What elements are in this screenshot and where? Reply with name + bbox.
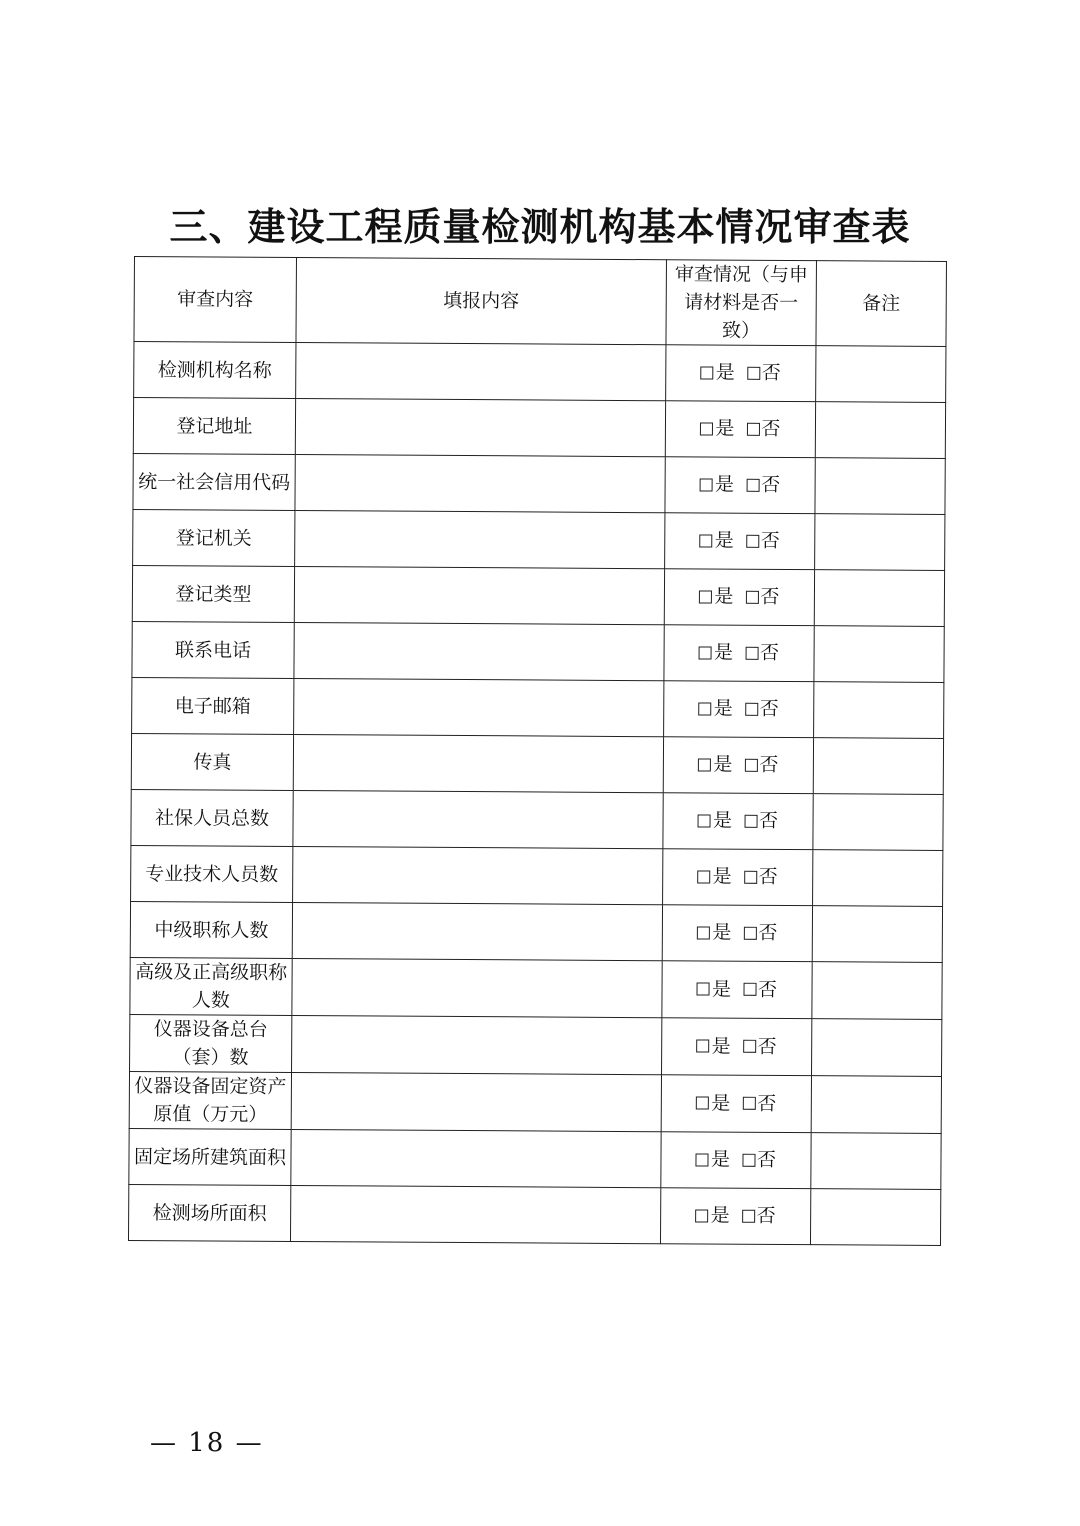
table-body <box>128 342 945 1246</box>
yes-no-options <box>697 1032 777 1060</box>
table-row <box>133 453 945 514</box>
remark-cell[interactable] <box>814 570 944 627</box>
option-no[interactable] <box>743 919 777 947</box>
review-status-cell <box>663 793 813 850</box>
no-label: 否 <box>756 1205 776 1228</box>
review-status-cell <box>665 513 815 570</box>
yes-checkbox[interactable] <box>700 478 713 491</box>
remark-cell[interactable] <box>814 682 944 739</box>
no-label: 否 <box>757 978 778 1001</box>
no-checkbox[interactable] <box>744 758 757 771</box>
review-status-cell <box>665 457 815 514</box>
option-yes[interactable] <box>696 1146 730 1174</box>
remark-cell[interactable] <box>812 906 942 963</box>
fill-content-cell[interactable] <box>295 510 665 568</box>
option-no[interactable] <box>744 863 778 891</box>
yes-no-options <box>700 471 780 499</box>
no-checkbox[interactable] <box>744 814 757 827</box>
review-status-cell <box>661 1132 811 1189</box>
no-checkbox[interactable] <box>743 1040 756 1053</box>
yes-label: 是 <box>712 865 732 888</box>
yes-label: 是 <box>714 641 734 664</box>
yes-checkbox[interactable] <box>700 534 713 547</box>
option-no[interactable] <box>742 1089 776 1117</box>
table-row <box>129 1128 941 1189</box>
fill-content-cell[interactable] <box>295 398 665 456</box>
yes-checkbox[interactable] <box>697 1040 710 1053</box>
yes-no-options <box>696 1202 776 1230</box>
review-item-label: 专业技术人员数 <box>131 845 293 902</box>
no-checkbox[interactable] <box>745 646 758 659</box>
fill-content-cell[interactable] <box>291 1129 661 1187</box>
fill-content-cell[interactable] <box>293 790 663 848</box>
review-status-cell <box>663 849 813 906</box>
yes-no-options <box>697 975 777 1003</box>
no-checkbox[interactable] <box>746 534 759 547</box>
table-row <box>128 1184 940 1245</box>
option-no[interactable] <box>746 471 780 499</box>
option-yes[interactable] <box>700 471 734 499</box>
review-status-cell <box>664 625 814 682</box>
yes-checkbox[interactable] <box>700 422 713 435</box>
table-row <box>131 845 943 906</box>
table-row <box>129 1071 941 1133</box>
remark-cell[interactable] <box>812 962 942 1020</box>
option-yes[interactable] <box>697 919 731 947</box>
page-number: — 18 — <box>150 1428 264 1458</box>
option-yes[interactable] <box>698 863 732 891</box>
no-label: 否 <box>759 754 779 777</box>
yes-label: 是 <box>710 1148 731 1171</box>
remark-cell[interactable] <box>810 1189 940 1246</box>
no-checkbox[interactable] <box>746 478 759 491</box>
remark-cell[interactable] <box>815 514 945 571</box>
no-label: 否 <box>756 1149 777 1172</box>
page-title: 三、建设工程质量检测机构基本情况审查表 <box>169 204 911 249</box>
no-label: 否 <box>758 922 778 945</box>
remark-cell[interactable] <box>813 794 943 851</box>
yes-checkbox[interactable] <box>698 814 711 827</box>
fill-content-cell[interactable] <box>293 846 663 904</box>
review-item-label: 仪器设备总台（套）数 <box>130 1014 292 1072</box>
remark-cell[interactable] <box>814 626 944 683</box>
review-item-label: 中级职称人数 <box>130 901 292 958</box>
yes-no-options <box>697 919 777 947</box>
header-fill-content: 填报内容 <box>296 257 667 344</box>
yes-no-options <box>701 359 781 387</box>
remark-cell[interactable] <box>811 1076 941 1134</box>
review-status-cell <box>666 345 816 402</box>
fill-content-cell[interactable] <box>293 734 663 792</box>
option-no[interactable] <box>745 639 779 667</box>
review-item-label: 固定场所建筑面积 <box>129 1128 291 1185</box>
yes-no-options <box>698 863 778 891</box>
yes-checkbox[interactable] <box>699 646 712 659</box>
no-label: 否 <box>760 586 780 609</box>
review-status-cell <box>662 961 812 1019</box>
table-row <box>130 1014 942 1076</box>
yes-label: 是 <box>714 529 734 552</box>
yes-no-options <box>699 583 779 611</box>
option-yes[interactable] <box>700 527 734 555</box>
table-row <box>130 957 942 1019</box>
option-yes[interactable] <box>698 807 732 835</box>
review-table <box>128 256 947 1246</box>
review-item-label: 传真 <box>131 733 293 790</box>
remark-cell[interactable] <box>815 402 945 459</box>
header-review-content: 审查内容 <box>134 257 297 343</box>
no-label: 否 <box>760 642 780 665</box>
table-row <box>134 342 946 403</box>
yes-no-options <box>699 695 779 723</box>
review-item-label: 检测机构名称 <box>134 342 296 399</box>
fill-content-cell[interactable] <box>291 1072 661 1131</box>
review-status-cell <box>664 569 814 626</box>
option-yes[interactable] <box>699 695 733 723</box>
yes-no-options <box>699 639 779 667</box>
option-no[interactable] <box>745 583 779 611</box>
review-item-label: 社保人员总数 <box>131 789 293 846</box>
no-label: 否 <box>757 1092 777 1115</box>
yes-no-options <box>696 1146 776 1174</box>
option-no[interactable] <box>746 415 780 443</box>
fill-content-cell[interactable] <box>295 454 665 512</box>
table-row <box>131 733 943 794</box>
yes-label: 是 <box>713 753 733 776</box>
option-yes[interactable] <box>701 359 735 387</box>
fill-content-cell[interactable] <box>294 566 664 624</box>
no-label: 否 <box>759 698 779 721</box>
table-row <box>132 621 944 682</box>
yes-checkbox[interactable] <box>696 1153 709 1166</box>
yes-label: 是 <box>715 361 735 384</box>
no-label: 否 <box>761 418 781 441</box>
no-checkbox[interactable] <box>742 1097 755 1110</box>
fill-content-cell[interactable] <box>292 958 662 1017</box>
remark-cell[interactable] <box>811 1133 941 1190</box>
no-label: 否 <box>761 474 781 497</box>
remark-cell[interactable] <box>812 1019 942 1077</box>
no-checkbox[interactable] <box>742 1153 755 1166</box>
option-no[interactable] <box>744 751 778 779</box>
option-yes[interactable] <box>697 975 731 1003</box>
remark-cell[interactable] <box>813 850 943 907</box>
no-checkbox[interactable] <box>742 1209 755 1222</box>
review-status-cell <box>663 737 813 794</box>
header-review-status: 审查情况（与申请材料是否一致） <box>666 260 817 346</box>
remark-cell[interactable] <box>816 346 946 403</box>
yes-checkbox[interactable] <box>699 590 712 603</box>
remark-cell[interactable] <box>813 738 943 795</box>
table-row <box>130 901 942 962</box>
fill-content-cell[interactable] <box>292 902 662 960</box>
review-item-label: 联系电话 <box>132 621 294 678</box>
yes-no-options <box>698 807 778 835</box>
yes-label: 是 <box>713 697 733 720</box>
yes-checkbox[interactable] <box>697 983 710 996</box>
review-item-label: 检测场所面积 <box>128 1184 290 1241</box>
no-label: 否 <box>760 530 780 553</box>
review-status-cell <box>665 401 815 458</box>
option-yes[interactable] <box>698 751 732 779</box>
yes-checkbox[interactable] <box>699 702 712 715</box>
review-item-label: 统一社会信用代码 <box>133 453 295 510</box>
no-label: 否 <box>757 1035 777 1058</box>
yes-label: 是 <box>715 473 735 496</box>
option-yes[interactable] <box>696 1089 730 1117</box>
yes-checkbox[interactable] <box>696 1097 709 1110</box>
no-checkbox[interactable] <box>743 983 756 996</box>
header-row <box>134 257 947 347</box>
yes-label: 是 <box>715 417 735 440</box>
yes-checkbox[interactable] <box>696 1209 709 1222</box>
header-remark: 备注 <box>816 261 947 347</box>
review-item-label: 登记类型 <box>132 565 294 622</box>
review-status-cell <box>662 905 812 962</box>
option-no[interactable] <box>742 1146 776 1174</box>
yes-no-options <box>698 751 778 779</box>
table-row <box>132 565 944 626</box>
no-label: 否 <box>758 866 778 889</box>
yes-no-options <box>696 1089 776 1117</box>
fill-content-cell[interactable] <box>290 1185 660 1243</box>
yes-no-options <box>700 415 780 443</box>
no-checkbox[interactable] <box>743 926 756 939</box>
review-status-cell <box>664 681 814 738</box>
option-no[interactable] <box>746 527 780 555</box>
option-no[interactable] <box>742 1202 776 1230</box>
option-yes[interactable] <box>700 415 734 443</box>
no-label: 否 <box>758 810 779 833</box>
review-item-label: 高级及正高级职称人数 <box>130 957 292 1015</box>
yes-no-options <box>700 527 780 555</box>
table-row <box>132 677 944 738</box>
option-yes[interactable] <box>696 1202 730 1230</box>
table-row <box>131 789 943 850</box>
option-yes[interactable] <box>699 583 733 611</box>
yes-label: 是 <box>711 978 732 1001</box>
yes-label: 是 <box>710 1204 730 1227</box>
no-checkbox[interactable] <box>744 870 757 883</box>
table-row <box>133 398 945 459</box>
yes-label: 是 <box>712 921 732 944</box>
yes-checkbox[interactable] <box>698 758 711 771</box>
table-row <box>133 509 945 570</box>
option-no[interactable] <box>743 1032 777 1060</box>
option-yes[interactable] <box>697 1032 731 1060</box>
option-no[interactable] <box>745 695 779 723</box>
review-status-cell <box>662 1018 812 1076</box>
fill-content-cell[interactable] <box>292 1015 662 1074</box>
review-status-cell <box>661 1075 811 1133</box>
fill-content-cell[interactable] <box>294 622 664 680</box>
review-item-label: 仪器设备固定资产原值（万元） <box>129 1071 291 1129</box>
no-checkbox[interactable] <box>745 702 758 715</box>
option-no[interactable] <box>744 807 778 835</box>
no-checkbox[interactable] <box>745 590 758 603</box>
option-no[interactable] <box>747 359 781 387</box>
no-label: 否 <box>761 362 781 385</box>
fill-content-cell[interactable] <box>296 342 666 400</box>
no-checkbox[interactable] <box>747 366 760 379</box>
yes-label: 是 <box>712 809 733 832</box>
review-status-cell <box>660 1188 810 1245</box>
yes-checkbox[interactable] <box>701 366 714 379</box>
yes-label: 是 <box>711 1035 731 1058</box>
option-yes[interactable] <box>699 639 733 667</box>
no-checkbox[interactable] <box>746 422 759 435</box>
option-no[interactable] <box>743 975 777 1003</box>
yes-checkbox[interactable] <box>697 926 710 939</box>
review-item-label: 登记机关 <box>133 509 295 566</box>
yes-label: 是 <box>711 1092 731 1115</box>
yes-checkbox[interactable] <box>698 870 711 883</box>
review-item-label: 电子邮箱 <box>132 677 294 734</box>
yes-label: 是 <box>714 585 734 608</box>
fill-content-cell[interactable] <box>294 678 664 736</box>
review-item-label: 登记地址 <box>133 398 295 455</box>
remark-cell[interactable] <box>815 458 945 515</box>
